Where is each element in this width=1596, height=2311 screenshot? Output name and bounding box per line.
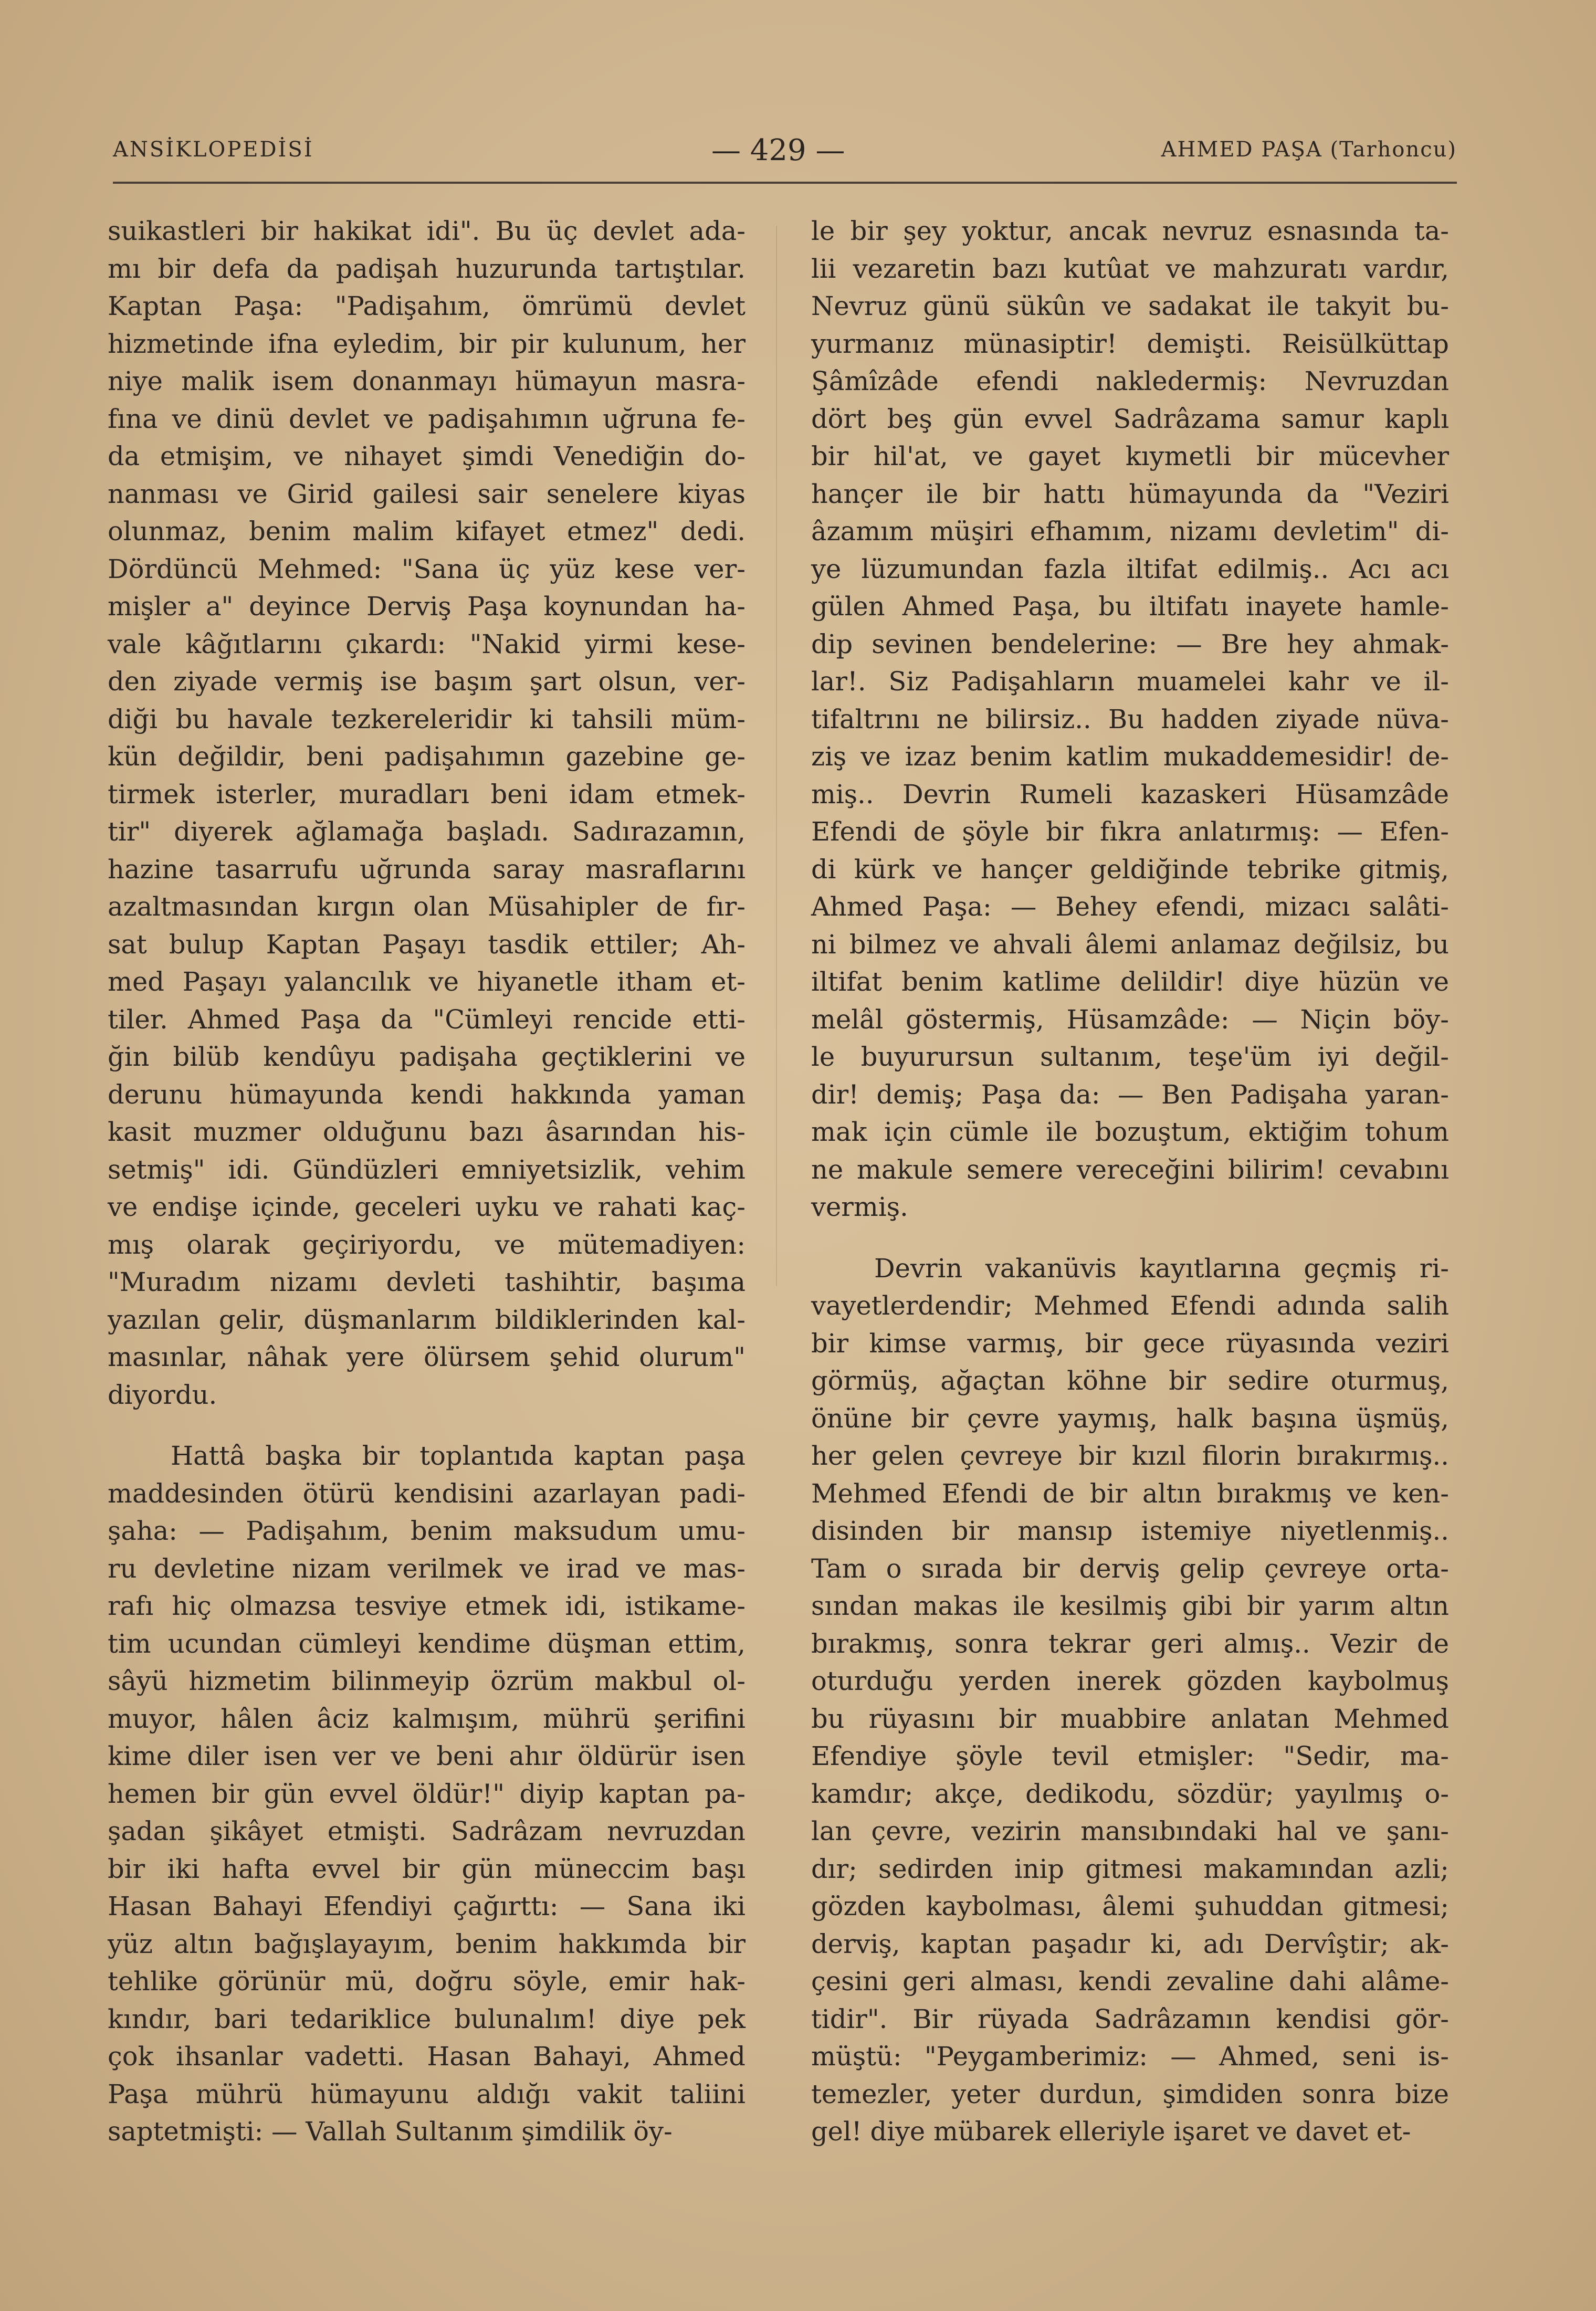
paragraph-gap xyxy=(108,1414,746,1437)
paragraph-gap xyxy=(811,1226,1449,1250)
text-line: tifaltrını ne bilirsiz.. Bu hadden ziyade nüva- xyxy=(811,703,1449,734)
header-rule xyxy=(113,182,1457,184)
text-line: le bir şey yoktur, ancak nevruz esnasında ta- xyxy=(811,216,1449,246)
text-line: rafı hiç olmazsa tesviye etmek idi, istikame- xyxy=(108,1591,746,1621)
text-line: sından makas ile kesilmiş gibi bir yarım altın xyxy=(811,1591,1449,1621)
text-line: ve endişe içinde, geceleri uyku ve rahati kaç- xyxy=(108,1192,746,1222)
text-line: ru devletine nizam verilmek ve irad ve mas- xyxy=(108,1553,746,1584)
right-column xyxy=(811,213,1449,2151)
text-line: oturduğu yerden inerek gözden kaybolmuş xyxy=(811,1666,1449,1696)
text-line: diyordu. xyxy=(108,1379,217,1410)
text-line: maddesinden ötürü kendisini azarlayan padi- xyxy=(108,1478,746,1509)
text-line: şaha: — Padişahım, benim maksudum umu- xyxy=(108,1516,746,1546)
text-line: niye malik isem donanmayı hümayun masra- xyxy=(108,366,746,396)
text-line: vayetlerdendir; Mehmed Efendi adında salih xyxy=(811,1290,1449,1321)
text-line: her gelen çevreye bir kızıl filorin bırakırmış.. xyxy=(811,1441,1449,1471)
text-line: tirmek isterler, muradları beni idam etmek- xyxy=(108,779,746,810)
text-line: Tam o sırada bir derviş gelip çevreye orta- xyxy=(811,1553,1449,1584)
text-line: disinden bir mansıp istemiye niyetlenmiş.. xyxy=(811,1516,1449,1546)
text-line: olunmaz, benim malim kifayet etmez" dedi. xyxy=(108,516,746,547)
text-line: temezler, yeter durdun, şimdiden sonra bize xyxy=(811,2078,1449,2109)
text-line: muyor, hâlen âciz kalmışım, mührü şerifini xyxy=(108,1703,746,1734)
text-line: mı bir defa da padişah huzurunda tartıştılar. xyxy=(108,253,746,284)
text-line: kındır, bari tedariklice bulunalım! diye pek xyxy=(108,2003,746,2034)
text-line: derviş, kaptan paşadır ki, adı Dervîştir; ak- xyxy=(811,1928,1449,1959)
text-line: mış olarak geçiriyordu, ve mütemadiyen: xyxy=(108,1229,746,1260)
column-divider xyxy=(776,226,777,1286)
text-line: hançer ile bir hattı hümayunda da "Veziri xyxy=(811,478,1449,509)
text-line: tidir". Bir rüyada Sadrâzamın kendisi gör- xyxy=(811,2003,1449,2034)
header-left: ANSİKLOPEDİSİ xyxy=(113,138,314,162)
text-line: dip sevinen bendelerine: — Bre hey ahmak- xyxy=(811,628,1449,659)
text-line: fına ve dinü devlet ve padişahımın uğruna fe- xyxy=(108,403,746,434)
text-line: nanması ve Girid gailesi sair senelere kiyas xyxy=(108,478,746,509)
text-line: da etmişim, ve nihayet şimdi Venediğin do- xyxy=(108,441,746,471)
text-line: ni bilmez ve ahvali âlemi anlamaz değilsiz, bu xyxy=(811,929,1449,960)
text-line: gel! diye mübarek elleriyle işaret ve davet et- xyxy=(811,2116,1411,2147)
text-line: Paşa mührü hümayunu aldığı vakit taliini xyxy=(108,2078,746,2109)
text-line: bırakmış, sonra tekrar geri almış.. Vezir de xyxy=(811,1628,1449,1659)
text-line: lii vezaretin bazı kutûat ve mahzuratı vardır, xyxy=(811,253,1449,284)
text-line: le buyurursun sultanım, teşe'üm iyi değil- xyxy=(811,1042,1449,1072)
text-line: çok ihsanlar vadetti. Hasan Bahayi, Ahmed xyxy=(108,2041,746,2072)
text-line: azaltmasından kırgın olan Müsahipler de fır- xyxy=(108,891,746,922)
text-line: vale kâğıtlarını çıkardı: "Nakid yirmi kese- xyxy=(108,628,746,659)
text-line: Şâmîzâde efendi nakledermiş: Nevruzdan xyxy=(811,366,1449,396)
text-line: dört beş gün evvel Sadrâzama samur kaplı xyxy=(811,403,1449,434)
text-line: sâyü hizmetim bilinmeyip özrüm makbul ol- xyxy=(108,1666,746,1696)
text-line: kün değildir, beni padişahımın gazebine ge- xyxy=(108,741,746,772)
text-line: lan çevre, vezirin mansıbındaki hal ve şanı- xyxy=(811,1816,1449,1846)
text-line: Hasan Bahayi Efendiyi çağırttı: — Sana iki xyxy=(108,1891,746,1921)
text-line: setmiş" idi. Gündüzleri emniyetsizlik, vehim xyxy=(108,1154,746,1185)
text-line: önüne bir çevre yaymış, halk başına üşmüş, xyxy=(811,1403,1449,1434)
text-line: gülen Ahmed Paşa, bu iltifatı inayete hamle- xyxy=(811,591,1449,622)
text-line: dir! demiş; Paşa da: — Ben Padişaha yaran- xyxy=(811,1079,1449,1110)
text-line: âzamım müşiri efhamım, nizamı devletim" di- xyxy=(811,516,1449,547)
text-line: sat bulup Kaptan Paşayı tasdik ettiler; Ah- xyxy=(108,929,746,960)
text-line: bir kimse varmış, bir gece rüyasında veziri xyxy=(811,1328,1449,1359)
text-line: yurmanız münasiptir! demişti. Reisülküttap xyxy=(811,328,1449,359)
text-line: bir iki hafta evvel bir gün müneccim başı xyxy=(108,1853,746,1884)
page-header xyxy=(113,133,1457,174)
text-line: mişler a" deyince Derviş Paşa koynundan ha- xyxy=(108,591,746,622)
text-line: yüz altın bağışlayayım, benim hakkımda bir xyxy=(108,1928,746,1959)
text-line: Mehmed Efendi de bir altın bırakmış ve ken- xyxy=(811,1478,1449,1509)
page-number: — 429 — xyxy=(711,133,845,167)
text-line: "Muradım nizamı devleti tashihtir, başıma xyxy=(108,1267,746,1297)
text-line: masınlar, nâhak yere ölürsem şehid olurum" xyxy=(108,1342,746,1372)
text-line: diği bu havale tezkereleridir ki tahsili müm- xyxy=(108,703,746,734)
text-line: Efendi de şöyle bir fıkra anlatırmış: — Efen- xyxy=(811,816,1449,847)
text-line: vermiş. xyxy=(811,1192,908,1222)
text-line: lar!. Siz Padişahların muamelei kahr ve il- xyxy=(811,666,1449,697)
text-line: hazine tasarrufu uğrunda saray masraflarını xyxy=(108,854,746,885)
text-line: ne makule semere vereceğini bilirim! cevabını xyxy=(811,1154,1449,1185)
text-line: müştü: "Peygamberimiz: — Ahmed, seni is- xyxy=(811,2041,1449,2072)
text-line: ziş ve izaz benim katlim mukaddemesidir! de- xyxy=(811,741,1449,772)
left-column xyxy=(108,213,746,2151)
text-line: hemen bir gün evvel öldür!" diyip kaptan pa- xyxy=(108,1778,746,1809)
text-line: kime diler isen ver ve beni ahır öldürür isen xyxy=(108,1741,746,1771)
text-line: ğin bilüb kendûyu padişaha geçtiklerini ve xyxy=(108,1042,746,1072)
text-line: di kürk ve hançer geldiğinde tebrike gitmiş, xyxy=(811,854,1449,885)
text-line: derunu hümayunda kendi hakkında yaman xyxy=(108,1079,746,1110)
text-line: med Paşayı yalancılık ve hiyanetle itham et- xyxy=(108,967,746,997)
text-line: miş.. Devrin Rumeli kazaskeri Hüsamzâde xyxy=(811,779,1449,810)
text-line: gözden kaybolması, âlemi şuhuddan gitmesi; xyxy=(811,1891,1449,1921)
text-line: suikastleri bir hakikat idi". Bu üç devlet ada- xyxy=(108,216,746,246)
text-line: hizmetinde ifna eyledim, bir pir kulunum, her xyxy=(108,328,746,359)
text-line: tiler. Ahmed Paşa da "Cümleyi rencide etti- xyxy=(108,1004,746,1035)
text-line: bu rüyasını bir muabbire anlatan Mehmed xyxy=(811,1703,1449,1734)
text-line: Hattâ başka bir toplantıda kaptan paşa xyxy=(171,1441,746,1471)
text-line: Kaptan Paşa: "Padişahım, ömrümü devlet xyxy=(108,291,746,321)
text-line: görmüş, ağaçtan köhne bir sedire oturmuş, xyxy=(811,1365,1449,1396)
text-line: iltifat benim katlime delildir! diye hüzün ve xyxy=(811,967,1449,997)
text-line: melâl göstermiş, Hüsamzâde: — Niçin böy- xyxy=(811,1004,1449,1035)
text-line: çesini geri alması, kendi zevaline dahi alâme- xyxy=(811,1966,1449,1997)
text-line: tehlike görünür mü, doğru söyle, emir hak- xyxy=(108,1966,746,1997)
text-line: şadan şikâyet etmişti. Sadrâzam nevruzdan xyxy=(108,1816,746,1846)
text-line: kamdır; akçe, dedikodu, sözdür; yayılmış o- xyxy=(811,1778,1449,1809)
text-line: tim ucundan cümleyi kendime düşman ettim, xyxy=(108,1628,746,1659)
text-line: Efendiye şöyle tevil etmişler: "Sedir, ma- xyxy=(811,1741,1449,1771)
text-line: tir" diyerek ağlamağa başladı. Sadırazamın, xyxy=(108,816,746,847)
header-right: AHMED PAŞA (Tarhoncu) xyxy=(1161,138,1457,162)
text-line: Devrin vakanüvis kayıtlarına geçmiş ri- xyxy=(874,1253,1449,1284)
text-line: kasit muzmer olduğunu bazı âsarından his- xyxy=(108,1117,746,1147)
text-line: den ziyade vermiş ise başım şart olsun, ver- xyxy=(108,666,746,697)
text-line: Ahmed Paşa: — Behey efendi, mizacı salâti- xyxy=(811,891,1449,922)
text-line: saptetmişti: — Vallah Sultanım şimdilik öy- xyxy=(108,2116,673,2147)
text-line: mak için cümle ile bozuştum, ektiğim tohum xyxy=(811,1117,1449,1147)
text-line: Nevruz günü sükûn ve sadakat ile takyit bu- xyxy=(811,291,1449,321)
text-line: dır; sedirden inip gitmesi makamından azli; xyxy=(811,1853,1449,1884)
text-line: yazılan gelir, düşmanlarım bildiklerinden kal- xyxy=(108,1304,746,1335)
text-line: bir hil'at, ve gayet kıymetli bir mücevher xyxy=(811,441,1449,471)
text-line: Dördüncü Mehmed: "Sana üç yüz kese ver- xyxy=(108,553,746,584)
text-line: ye lüzumundan fazla iltifat edilmiş.. Acı acı xyxy=(811,553,1449,584)
